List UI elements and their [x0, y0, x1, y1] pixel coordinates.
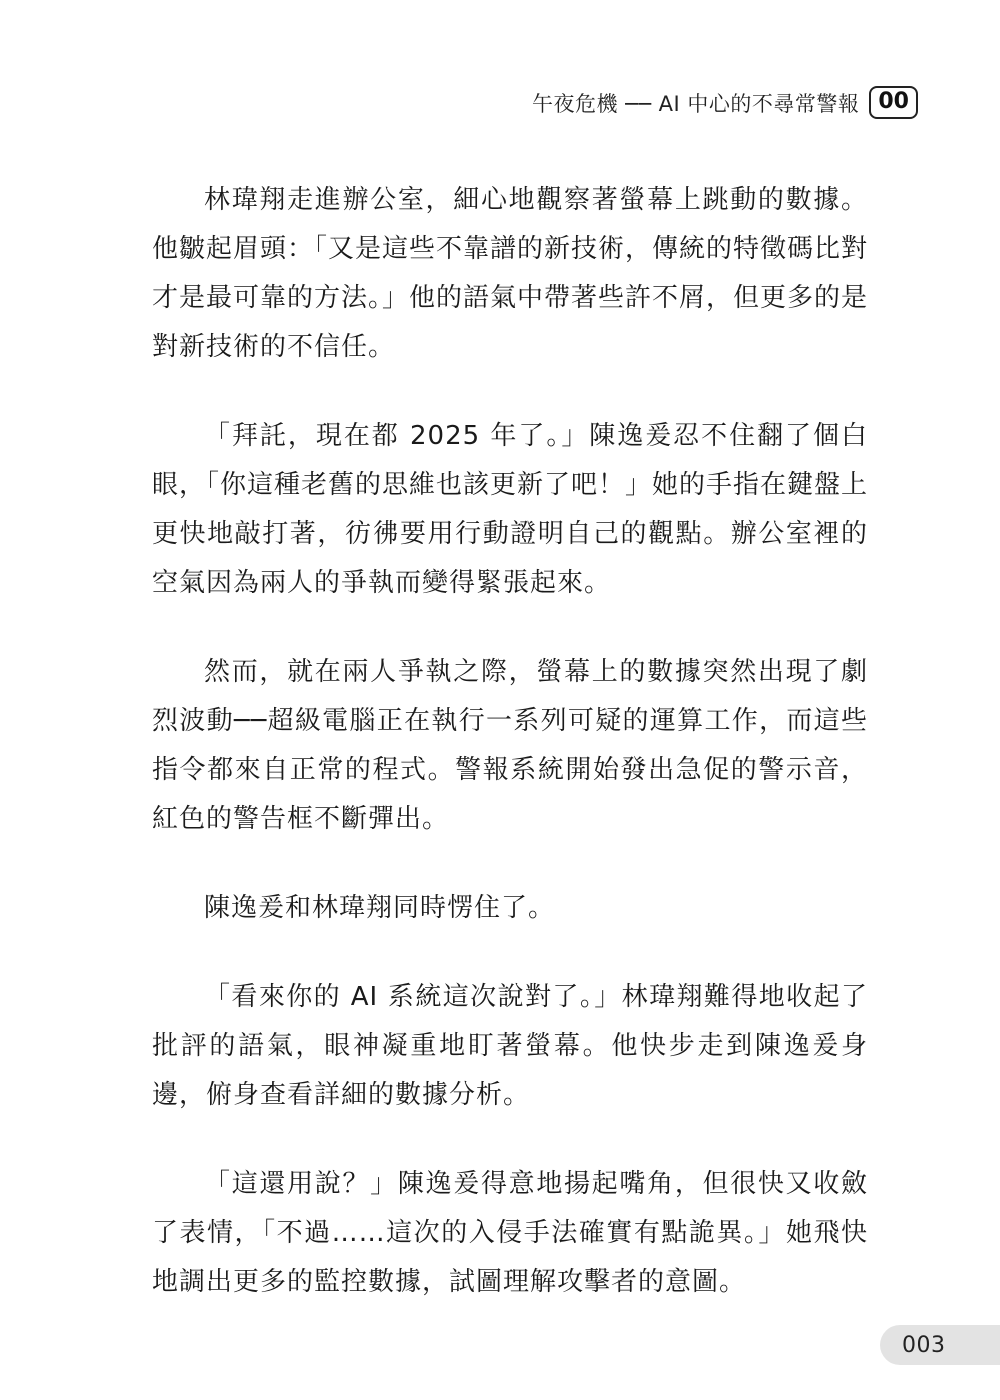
body-text — [152, 176, 868, 1347]
running-header — [532, 86, 918, 119]
paragraph: 「看來你的 AI 系統這次說對了。」林瑋翔難得地收起了批評的語氣，眼神凝重地盯著螢幕。他快步走到陳逸爰身邊，俯身查看詳細的數據分析。 — [152, 982, 868, 1110]
paragraph: 陳逸爰和林瑋翔同時愣住了。 — [204, 893, 556, 923]
page-number: 003 — [902, 1332, 946, 1358]
chapter-title: 午夜危機 ── AI 中心的不尋常警報 — [532, 91, 860, 116]
chapter-number-badge: 00 — [869, 86, 918, 119]
paragraph: 然而，就在兩人爭執之際，螢幕上的數據突然出現了劇烈波動──超級電腦正在執行一系列可疑的運算工作，而這些指令都來自正常的程式。警報系統開始發出急促的警示音，紅色的警告框不斷彈出。 — [152, 657, 868, 834]
paragraph: 林瑋翔走進辦公室，細心地觀察著螢幕上跳動的數據。他皺起眉頭：「又是這些不靠譜的新技術，傳統的特徵碼比對才是最可靠的方法。」他的語氣中帶著些許不屑，但更多的是對新技術的不信任。 — [152, 185, 869, 362]
page-number-tab — [880, 1325, 1000, 1365]
paragraph: 「這還用說？」陳逸爰得意地揚起嘴角，但很快又收斂了表情，「不過……這次的入侵手法確實有點詭異。」她飛快地調出更多的監控數據，試圖理解攻擊者的意圖。 — [152, 1169, 868, 1297]
paragraph: 「拜託，現在都 2025 年了。」陳逸爰忍不住翻了個白眼，「你這種老舊的思維也該更新了吧！」她的手指在鍵盤上更快地敲打著，彷彿要用行動證明自己的觀點。辦公室裡的空氣因為兩人的爭執而變得緊張起來。 — [152, 421, 869, 598]
